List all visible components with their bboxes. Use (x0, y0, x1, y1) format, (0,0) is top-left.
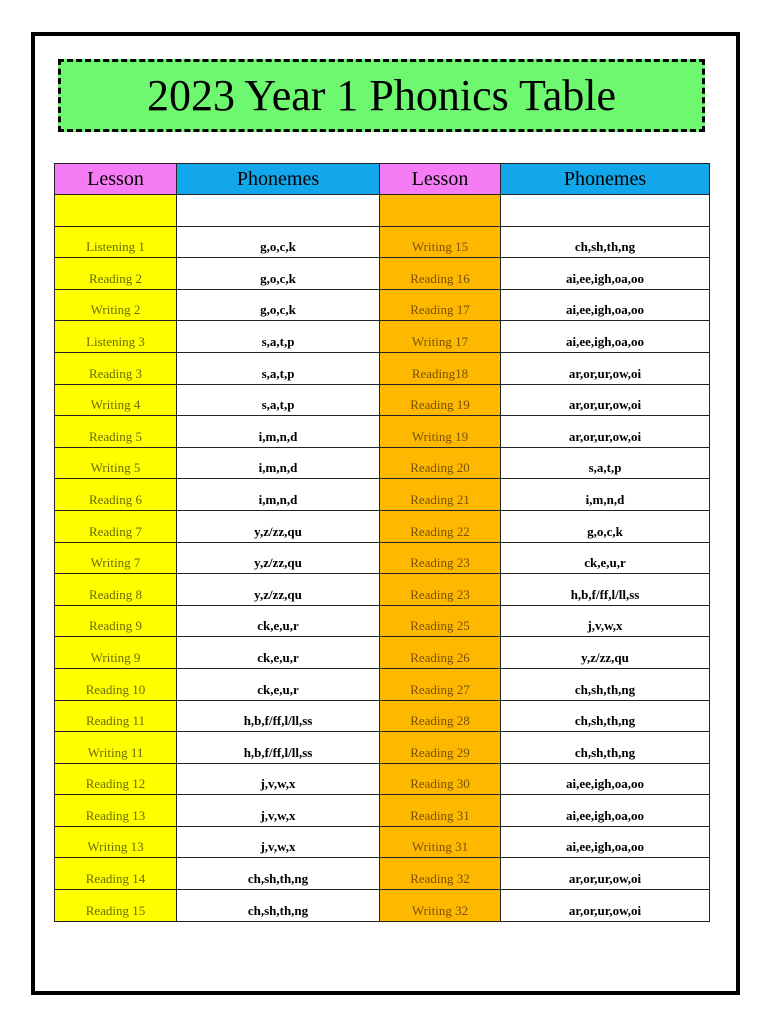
table-row (55, 890, 710, 922)
phonemes-right-cell: ai,ee,igh,oa,oo (501, 289, 710, 321)
phonemes-right-cell: ar,or,ur,ow,oi (501, 890, 710, 922)
lesson-right-cell: Reading 19 (380, 384, 501, 416)
phonemes-left-cell: s,a,t,p (177, 321, 380, 353)
table-header-row (55, 164, 710, 195)
lesson-right-cell: Writing 32 (380, 890, 501, 922)
page-title: 2023 Year 1 Phonics Table (146, 71, 617, 120)
phonemes-right-cell: h,b,f/ff,l/ll,ss (501, 574, 710, 606)
phonemes-right-cell: i,m,n,d (501, 479, 710, 511)
phonemes-left-cell: h,b,f/ff,l/ll,ss (177, 700, 380, 732)
phonemes-left-cell: y,z/zz,qu (177, 510, 380, 542)
phonemes-right-cell: ai,ee,igh,oa,oo (501, 763, 710, 795)
spacer-cell (501, 195, 710, 227)
lesson-right-cell: Reading18 (380, 352, 501, 384)
phonemes-left-cell: i,m,n,d (177, 479, 380, 511)
phonemes-right-cell: ar,or,ur,ow,oi (501, 858, 710, 890)
lesson-right-cell: Reading 28 (380, 700, 501, 732)
lesson-right-cell: Reading 25 (380, 605, 501, 637)
phonemes-left-cell: j,v,w,x (177, 763, 380, 795)
lesson-left-cell: Reading 7 (55, 510, 177, 542)
table-row (55, 763, 710, 795)
phonemes-right-cell: ai,ee,igh,oa,oo (501, 826, 710, 858)
phonemes-left-cell: ck,e,u,r (177, 637, 380, 669)
lesson-left-cell: Listening 3 (55, 321, 177, 353)
phonemes-right-cell: y,z/zz,qu (501, 637, 710, 669)
phonemes-right-cell: ar,or,ur,ow,oi (501, 352, 710, 384)
lesson-header-right: Lesson (380, 164, 501, 195)
phonemes-left-cell: h,b,f/ff,l/ll,ss (177, 732, 380, 764)
lesson-left-cell: Reading 6 (55, 479, 177, 511)
table-row (55, 384, 710, 416)
lesson-left-cell: Writing 9 (55, 637, 177, 669)
table-row (55, 321, 710, 353)
header-spacer-row (55, 195, 710, 227)
phonemes-header-right: Phonemes (501, 164, 710, 195)
table-row (55, 258, 710, 290)
phonemes-left-cell: ck,e,u,r (177, 605, 380, 637)
lesson-left-cell: Reading 15 (55, 890, 177, 922)
lesson-right-cell: Reading 31 (380, 795, 501, 827)
phonemes-right-cell: ch,sh,th,ng (501, 732, 710, 764)
lesson-left-cell: Writing 7 (55, 542, 177, 574)
table-row (55, 700, 710, 732)
table-row (55, 352, 710, 384)
lesson-left-cell: Reading 5 (55, 416, 177, 448)
lesson-right-cell: Writing 15 (380, 226, 501, 258)
table-row (55, 289, 710, 321)
lesson-header-left: Lesson (55, 164, 177, 195)
spacer-cell (177, 195, 380, 227)
phonemes-right-cell: ck,e,u,r (501, 542, 710, 574)
phonemes-left-cell: g,o,c,k (177, 226, 380, 258)
table-row (55, 416, 710, 448)
lesson-right-cell: Reading 21 (380, 479, 501, 511)
table-row (55, 479, 710, 511)
lesson-left-cell: Writing 5 (55, 447, 177, 479)
phonemes-right-cell: ai,ee,igh,oa,oo (501, 321, 710, 353)
lesson-right-cell: Reading 16 (380, 258, 501, 290)
table-row (55, 447, 710, 479)
table-row (55, 542, 710, 574)
lesson-left-cell: Reading 10 (55, 668, 177, 700)
lesson-right-cell: Writing 19 (380, 416, 501, 448)
lesson-left-cell: Reading 14 (55, 858, 177, 890)
phonemes-right-cell: s,a,t,p (501, 447, 710, 479)
lesson-right-cell: Reading 26 (380, 637, 501, 669)
phonemes-right-cell: ai,ee,igh,oa,oo (501, 258, 710, 290)
phonemes-left-cell: ch,sh,th,ng (177, 890, 380, 922)
table-row (55, 732, 710, 764)
lesson-right-cell: Reading 20 (380, 447, 501, 479)
phonemes-left-cell: s,a,t,p (177, 384, 380, 416)
phonemes-right-cell: ch,sh,th,ng (501, 668, 710, 700)
lesson-left-cell: Listening 1 (55, 226, 177, 258)
lesson-left-cell: Reading 8 (55, 574, 177, 606)
table-row (55, 510, 710, 542)
lesson-right-cell: Reading 17 (380, 289, 501, 321)
phonemes-left-cell: g,o,c,k (177, 289, 380, 321)
lesson-right-cell: Writing 17 (380, 321, 501, 353)
lesson-right-cell: Reading 29 (380, 732, 501, 764)
lesson-left-cell: Reading 13 (55, 795, 177, 827)
table-row (55, 226, 710, 258)
lesson-left-cell: Reading 3 (55, 352, 177, 384)
phonemes-left-cell: y,z/zz,qu (177, 542, 380, 574)
phonemes-left-cell: i,m,n,d (177, 416, 380, 448)
lesson-left-cell: Writing 2 (55, 289, 177, 321)
phonemes-right-cell: ch,sh,th,ng (501, 226, 710, 258)
lesson-left-cell: Writing 13 (55, 826, 177, 858)
lesson-left-cell: Reading 9 (55, 605, 177, 637)
phonemes-right-cell: ch,sh,th,ng (501, 700, 710, 732)
phonemes-left-cell: g,o,c,k (177, 258, 380, 290)
phonemes-left-cell: j,v,w,x (177, 795, 380, 827)
lesson-right-cell: Writing 31 (380, 826, 501, 858)
lesson-left-cell: Reading 2 (55, 258, 177, 290)
phonics-table (54, 163, 710, 922)
table-row (55, 668, 710, 700)
table-row (55, 574, 710, 606)
phonemes-left-cell: s,a,t,p (177, 352, 380, 384)
phonemes-right-cell: ar,or,ur,ow,oi (501, 384, 710, 416)
title-banner (58, 59, 705, 132)
lesson-right-cell: Reading 22 (380, 510, 501, 542)
phonemes-right-cell: ar,or,ur,ow,oi (501, 416, 710, 448)
phonemes-right-cell: ai,ee,igh,oa,oo (501, 795, 710, 827)
phonemes-left-cell: ck,e,u,r (177, 668, 380, 700)
table-row (55, 637, 710, 669)
phonemes-left-cell: i,m,n,d (177, 447, 380, 479)
phonemes-left-cell: j,v,w,x (177, 826, 380, 858)
table-row (55, 605, 710, 637)
phonemes-left-cell: y,z/zz,qu (177, 574, 380, 606)
lesson-right-cell: Reading 27 (380, 668, 501, 700)
phonemes-header-left: Phonemes (177, 164, 380, 195)
spacer-cell (380, 195, 501, 227)
lesson-right-cell: Reading 23 (380, 574, 501, 606)
spacer-cell (55, 195, 177, 227)
table-row (55, 795, 710, 827)
phonemes-left-cell: ch,sh,th,ng (177, 858, 380, 890)
lesson-right-cell: Reading 30 (380, 763, 501, 795)
lesson-right-cell: Reading 32 (380, 858, 501, 890)
lesson-left-cell: Writing 11 (55, 732, 177, 764)
lesson-right-cell: Reading 23 (380, 542, 501, 574)
phonemes-right-cell: j,v,w,x (501, 605, 710, 637)
lesson-left-cell: Reading 12 (55, 763, 177, 795)
lesson-left-cell: Reading 11 (55, 700, 177, 732)
lesson-left-cell: Writing 4 (55, 384, 177, 416)
table-row (55, 826, 710, 858)
table-row (55, 858, 710, 890)
phonemes-right-cell: g,o,c,k (501, 510, 710, 542)
